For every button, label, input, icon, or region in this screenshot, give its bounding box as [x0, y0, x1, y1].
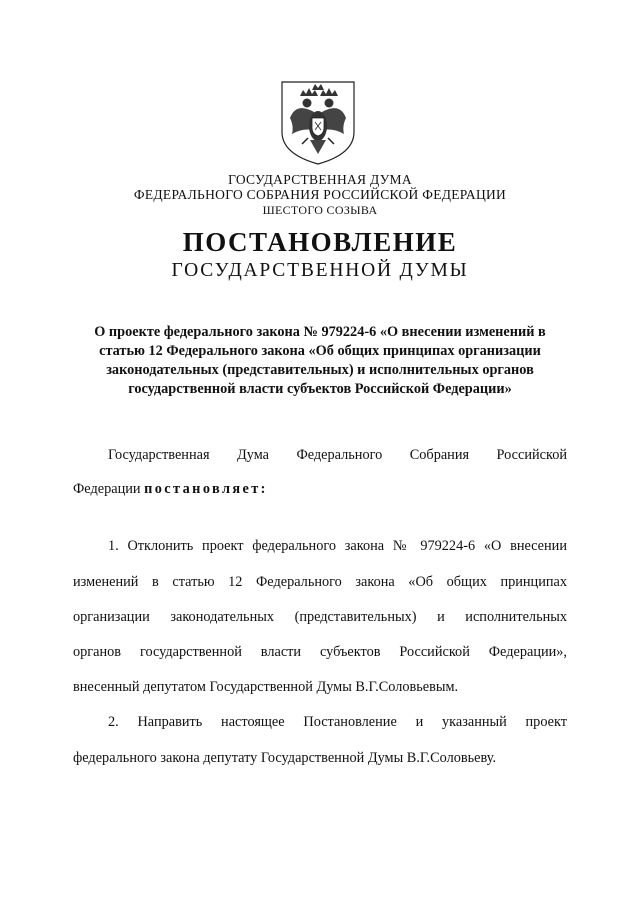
preamble-resolves: постановляет: [144, 481, 268, 497]
convocation-line: ШЕСТОГО СОЗЫВА [262, 203, 378, 217]
coat-of-arms-icon [278, 78, 358, 166]
item-1-line-5: внесенный депутатом Государственной Думы В.Г.Соловьевым. [73, 679, 459, 695]
item-2-line-2: федерального закона депутату Государственной Думы В.Г.Соловьеву. [73, 750, 497, 766]
document-subtitle: ГОСУДАРСТВЕННОЙ ДУМЫ [171, 260, 469, 281]
item-1-line-4: органов государственной власти субъектов Российской Федерации», [73, 644, 567, 660]
org-name-line-1: ГОСУДАРСТВЕННАЯ ДУМА [228, 172, 412, 187]
document-title: ПОСТАНОВЛЕНИЕ [182, 227, 458, 257]
item-1-line-1: 1. Отклонить проект федерального закона № 979224-6 «О внесении [108, 538, 567, 554]
preamble-line-2 [73, 481, 567, 498]
item-2-line-1: 2. Направить настоящее Постановление и указанный проект [108, 714, 567, 730]
org-name-line-2: ФЕДЕРАЛЬНОГО СОБРАНИЯ РОССИЙСКОЙ ФЕДЕРАЦИИ [133, 187, 507, 202]
preamble-start: Федерации [73, 481, 141, 497]
item-1-line-2: изменений в статью 12 Федерального закона «Об общих принципах [73, 574, 567, 590]
document-subject: О проекте федерального закона № 979224-6 «О внесении изменений в статью 12 Федерального закона «Об общих принципах организации законодательных (представительных) и исполнительных органов государственной власти субъектов Российской Федерации» [94, 324, 546, 397]
preamble-line-1: Государственная Дума Федерального Собрания Российской [108, 447, 567, 463]
item-1-line-3: организации законодательных (представительных) и исполнительных [73, 609, 567, 625]
